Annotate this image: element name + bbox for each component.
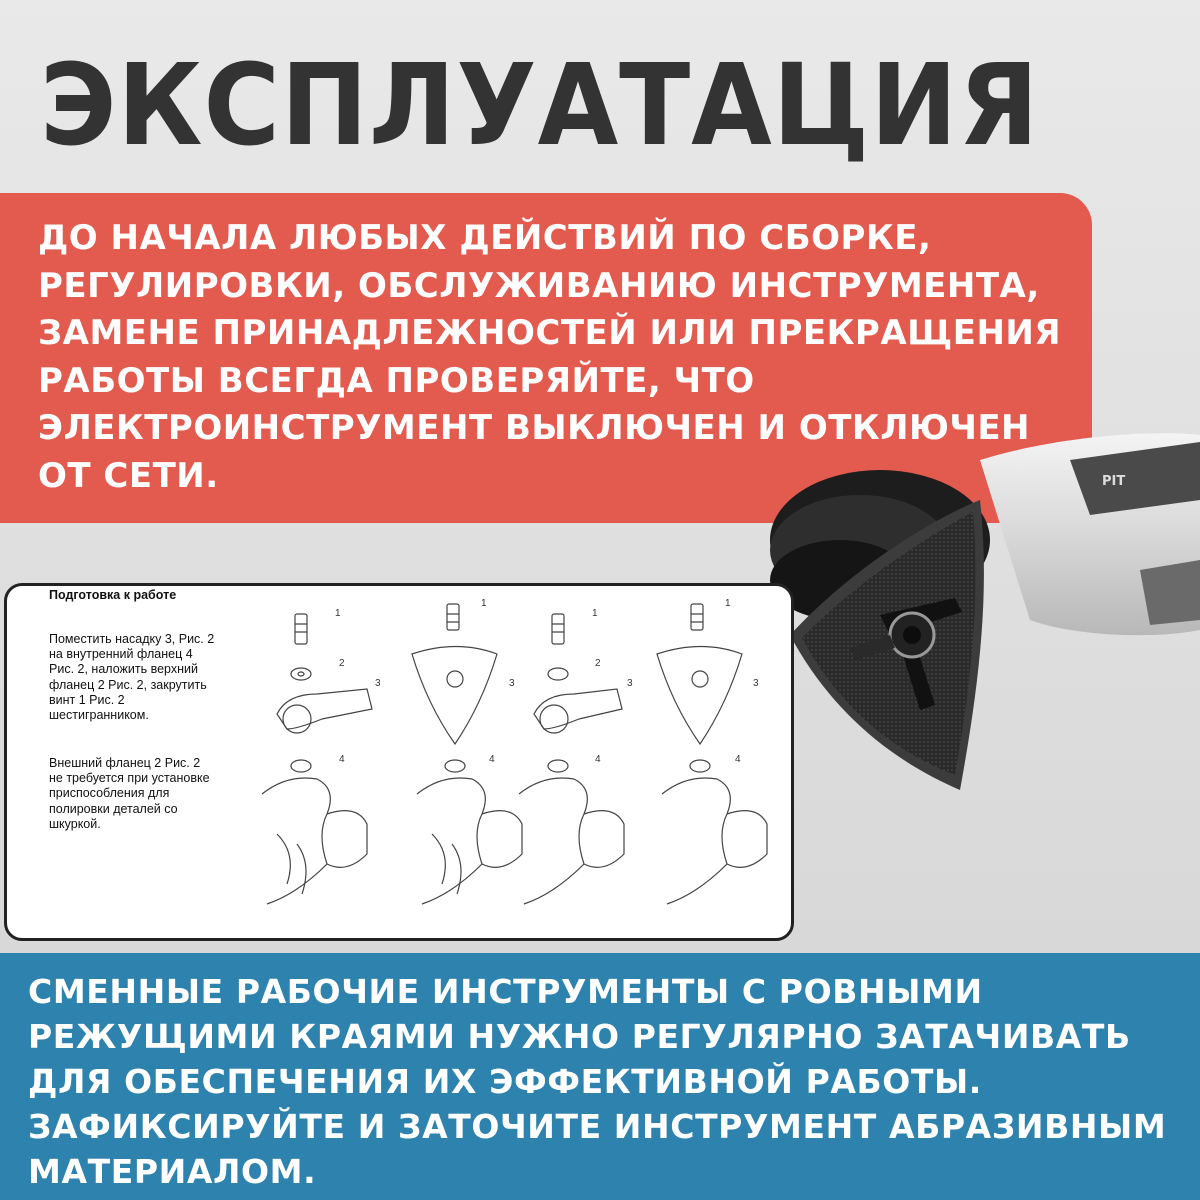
manual-instruction: Поместить насадку 3, Рис. 2 на внутренний фланец 4 Рис. 2, наложить верхний фланец 2 Рис. 2, закрутить винт 1 Рис. 2 шестигранником. bbox=[49, 632, 215, 723]
part-number: 3 bbox=[753, 678, 759, 689]
multitool-photo bbox=[730, 420, 1200, 820]
manual-heading: Подготовка к работе bbox=[49, 588, 177, 602]
warning-line: ЭЛЕКТРОИНСТРУМЕНТ ВЫКЛЮЧЕН И ОТКЛЮЧЕН bbox=[38, 408, 1031, 448]
tip-line: ЗАФИКСИРУЙТЕ И ЗАТОЧИТЕ ИНСТРУМЕНТ АБРАЗИВНЫМ bbox=[28, 1107, 1167, 1146]
warning-line: ДО НАЧАЛА ЛЮБЫХ ДЕЙСТВИЙ ПО СБОРКЕ, bbox=[38, 218, 932, 258]
sharpening-tip-text bbox=[28, 969, 1188, 1194]
warning-line: РЕГУЛИРОВКИ, ОБСЛУЖИВАНИЮ ИНСТРУМЕНТА, bbox=[38, 265, 1040, 306]
manual-note: Внешний фланец 2 Рис. 2 не требуется при установке приспособления для полировки деталей со шкуркой. bbox=[49, 756, 210, 831]
tip-line: РЕЖУЩИМИ КРАЯМИ НУЖНО РЕГУЛЯРНО ЗАТАЧИВАТЬ bbox=[28, 1017, 1131, 1056]
page-title: ЭКСПЛУАТАЦИЯ bbox=[40, 41, 1040, 171]
part-number: 4 bbox=[339, 754, 345, 765]
tip-line: СМЕННЫЕ РАБОЧИЕ ИНСТРУМЕНТЫ С РОВНЫМИ bbox=[28, 972, 983, 1011]
assembly-diagrams bbox=[257, 594, 777, 939]
warning-line: ЗАМЕНЕ ПРИНАДЛЕЖНОСТЕЙ ИЛИ ПРЕКРАЩЕНИЯ bbox=[38, 313, 1062, 353]
diagram-pad-1 bbox=[412, 604, 522, 904]
tool-grip-lower bbox=[1140, 560, 1200, 625]
diagram-pad-2 bbox=[657, 604, 767, 904]
part-number: 2 bbox=[595, 658, 601, 669]
diagram-blade-2 bbox=[519, 614, 624, 904]
diagram-blade-1 bbox=[262, 614, 372, 904]
part-number: 3 bbox=[375, 678, 381, 689]
part-number: 1 bbox=[481, 598, 487, 609]
tip-line: МАТЕРИАЛОМ. bbox=[28, 1152, 317, 1191]
part-number: 3 bbox=[509, 678, 515, 689]
sharpening-tip-panel bbox=[0, 953, 1200, 1200]
part-number: 4 bbox=[489, 754, 495, 765]
warning-line: ОТ СЕТИ. bbox=[38, 455, 219, 496]
warning-line: РАБОТЫ ВСЕГДА ПРОВЕРЯЙТЕ, ЧТО bbox=[38, 360, 755, 401]
part-number: 1 bbox=[592, 608, 598, 619]
part-number: 4 bbox=[735, 754, 741, 765]
part-number: 2 bbox=[339, 658, 345, 669]
brand-mark: PIT bbox=[1102, 474, 1126, 489]
tip-line: ДЛЯ ОБЕСПЕЧЕНИЯ ИХ ЭФФЕКТИВНОЙ РАБОТЫ. bbox=[28, 1062, 982, 1101]
part-number: 1 bbox=[725, 598, 731, 609]
part-number: 4 bbox=[595, 754, 601, 765]
manual-excerpt bbox=[4, 583, 794, 941]
part-number: 1 bbox=[335, 608, 341, 619]
part-number: 3 bbox=[627, 678, 633, 689]
